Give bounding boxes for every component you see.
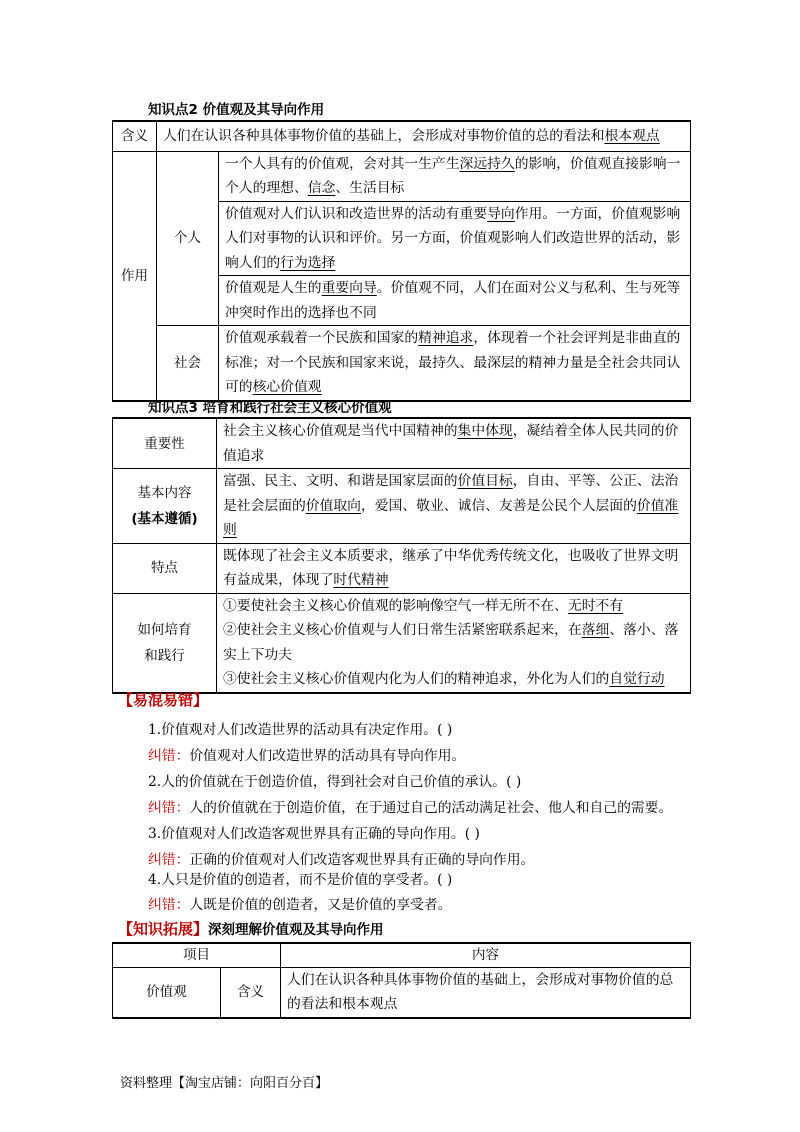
expand-heading <box>118 918 384 939</box>
effect-individual-3: 价值观是人生的重要向导。价值观不同，人们在面对公义与私利、生与死等冲突时作出的选择也不同 <box>219 276 691 326</box>
feature-text: 既体现了社会主义本质要求，继承了中华优秀传统文化，也吸收了世界文明有益成果，体现了时代精神 <box>217 543 691 593</box>
col-content: 内容 <box>281 943 691 967</box>
expand-table <box>112 942 691 1019</box>
kp2-heading: 知识点2 价值观及其导向作用 <box>148 102 325 118</box>
col-item: 项目 <box>113 943 281 967</box>
kp3-table <box>112 417 691 694</box>
question-2: 2.人的价值就在于创造价值，得到社会对自己价值的承认。( ) <box>148 774 522 790</box>
row-text: 人们在认识各种具体事物价值的基础上，会形成对事物价值的总的看法和根本观点 <box>281 967 691 1018</box>
row-sub: 含义 <box>221 967 281 1018</box>
effect-society: 价值观承载着一个民族和国家的精神追求，体现着一个社会评判是非曲直的标准；对一个民族和国家来说，最持久、最深层的精神力量是全社会共同认可的核心价值观 <box>219 326 691 401</box>
correction-1: 纠错：价值观对人们改造世界的活动具有导向作用。 <box>148 748 466 764</box>
how-item-3: ③使社会主义核心价值观内化为人们的精神追求，外化为人们的自觉行动 <box>223 671 665 687</box>
confusion-tag: 【易混易错】 <box>118 691 209 709</box>
society-label: 社会 <box>157 326 219 401</box>
footer: 资料整理【淘宝店铺：向阳百分百】 <box>120 1076 329 1091</box>
correction-2: 纠错：人的价值就在于创造价值，在于通过自己的活动满足社会、他人和自己的需要。 <box>148 800 673 816</box>
kp2-table <box>112 120 691 402</box>
question-4: 4.人只是价值的创造者，而不是价值的享受者。( ) <box>148 872 453 888</box>
how-item-1: ①要使社会主义核心价值观的影响像空气一样无所不在、无时不有 <box>223 597 624 614</box>
effect-individual-1: 一个人具有的价值观，会对其一生产生深远持久的影响，价值观直接影响一个人的理想、信念、生活目标 <box>219 151 691 201</box>
individual-label: 个人 <box>157 151 219 326</box>
correction-4: 纠错：人既是价值的创造者，又是价值的享受者。 <box>148 897 452 913</box>
importance-label: 重要性 <box>113 418 217 469</box>
how-label: 如何培育 和践行 <box>113 593 217 693</box>
question-3: 3.价值观对人们改造客观世界具有正确的导向作用。( ) <box>148 826 480 842</box>
expand-title: 深刻理解价值观及其导向作用 <box>208 922 384 938</box>
effect-label: 作用 <box>113 151 157 401</box>
how-text <box>217 593 691 693</box>
feature-label: 特点 <box>113 543 217 593</box>
content-label: 基本内容 (基本遵循) <box>113 469 217 544</box>
correction-3: 纠错：正确的价值观对人们改造客观世界具有正确的导向作用。 <box>148 852 535 868</box>
question-1: 1.价值观对人们改造世界的活动具有决定作用。( ) <box>148 722 453 738</box>
how-item-2: ②使社会主义核心价值观与人们日常生活紧密联系起来，在落细、落小、落实上下功夫 <box>223 622 679 663</box>
row-label: 价值观 <box>113 967 221 1018</box>
meaning-text: 人们在认识各种具体事物价值的基础上，会形成对事物价值的总的看法和根本观点 <box>157 121 691 151</box>
importance-text: 社会主义核心价值观是当代中国精神的集中体现，凝结着全体人民共同的价值追求 <box>217 418 691 469</box>
content-text: 富强、民主、文明、和谐是国家层面的价值目标，自由、平等、公正、法治是社会层面的价值取向，爱国、敬业、诚信、友善是公民个人层面的价值准则 <box>217 469 691 544</box>
kp3-heading: 知识点3 培育和践行社会主义核心价值观 <box>148 400 392 416</box>
expand-tag: 【知识拓展】 <box>118 920 209 938</box>
meaning-label: 含义 <box>113 121 157 151</box>
effect-individual-2: 价值观对人们认识和改造世界的活动有重要导向作用。一方面，价值观影响人们对事物的认识和评价。另一方面，价值观影响人们改造世界的活动，影响人们的行为选择 <box>219 201 691 276</box>
